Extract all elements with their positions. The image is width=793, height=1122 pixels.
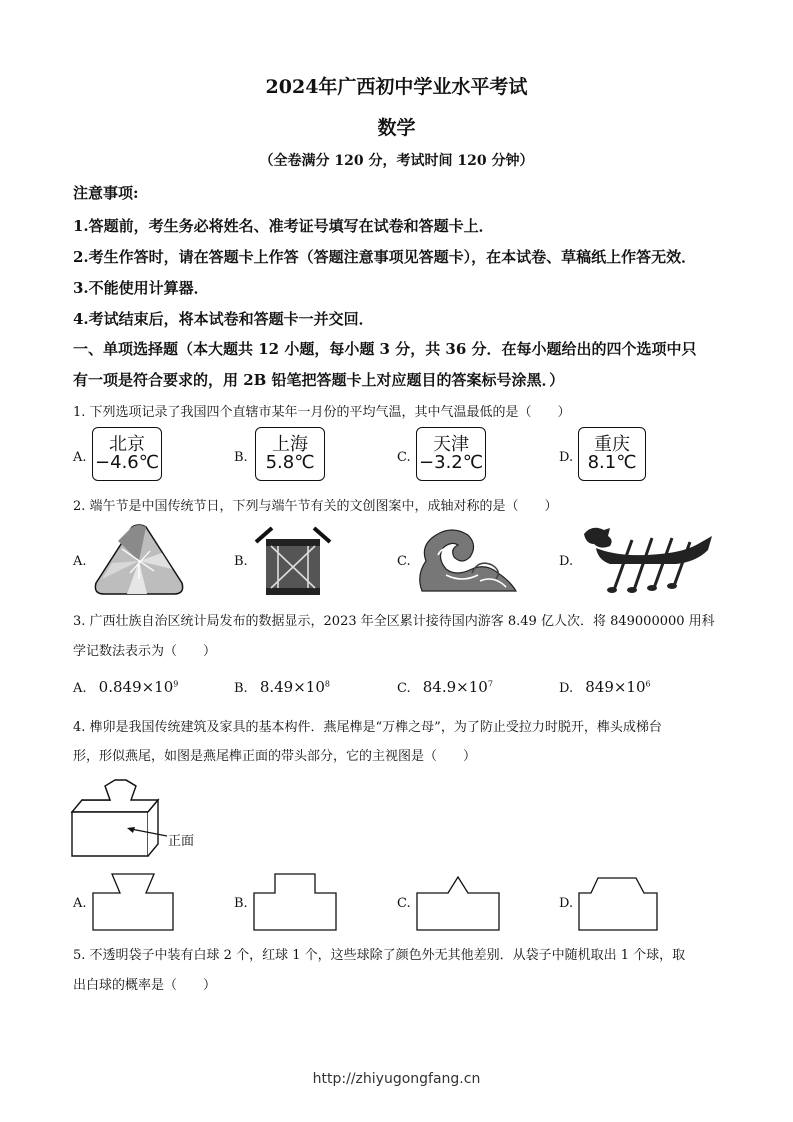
view-option-a-figure <box>92 873 174 931</box>
q1-option-b-card <box>255 427 325 481</box>
q1-option-letter: A. <box>73 450 87 465</box>
question-3-line2: 学记数法表示为（ ） <box>73 644 217 659</box>
notice-item: 1.答题前，考生务必将姓名、准考证号填写在试卷和答题卡上． <box>73 217 494 235</box>
option-exponent: 7 <box>487 679 493 689</box>
section-heading-line2: 有一项是符合要求的，用 2B 铅笔把答题卡上对应题目的答案标号涂黑．） <box>73 371 565 389</box>
question-4-line2: 形，形似燕尾，如图是燕尾榫正面的带头部分，它的主视图是（ ） <box>73 749 477 764</box>
option-exponent: 6 <box>645 679 651 689</box>
question-1-text: 1. 下列选项记录了我国四个直辖市某年一月份的平均气温，其中气温最低的是（ ） <box>73 405 571 420</box>
front-label: 正面 <box>168 834 195 849</box>
q2-option-letter: D. <box>559 554 574 569</box>
view-option-c-figure <box>416 873 500 931</box>
q4-option-letter: B. <box>234 896 248 911</box>
dragon-boat-icon <box>580 524 714 596</box>
city-name: 天津 <box>433 434 469 455</box>
q1-option-c-card <box>416 427 486 481</box>
q4-option-letter: C. <box>397 896 411 911</box>
section-heading-line1: 一、单项选择题（本大题共 12 小题，每小题 3 分，共 36 分．在每小题给出的四个选项中只 <box>73 340 697 358</box>
q1-option-d-card <box>578 427 646 481</box>
option-value: 84.9×10 <box>422 678 488 696</box>
notice-heading: 注意事项: <box>73 184 139 202</box>
q1-option-a-card <box>92 427 162 481</box>
temperature: −3.2℃ <box>419 452 483 473</box>
dovetail-tenon-figure <box>70 778 170 860</box>
city-name: 上海 <box>272 434 308 455</box>
q2-option-letter: C. <box>397 554 411 569</box>
temperature: −4.6℃ <box>95 452 159 473</box>
subject-title: 数学 <box>377 117 416 139</box>
city-name: 北京 <box>109 434 145 455</box>
view-option-d-figure <box>578 873 658 931</box>
arrow-icon <box>125 824 167 840</box>
city-name: 重庆 <box>594 434 630 455</box>
option-letter: B. <box>234 681 248 696</box>
dragon-drum-icon <box>254 526 332 598</box>
q3-option-d <box>559 678 651 696</box>
footer-url: http://zhiyugongfang.cn <box>312 1071 481 1087</box>
option-value: 8.49×10 <box>259 678 325 696</box>
q3-option-b <box>234 678 330 696</box>
q1-option-letter: B. <box>234 450 248 465</box>
view-option-b-figure <box>253 873 337 931</box>
option-exponent: 8 <box>324 679 330 689</box>
exam-note: （全卷满分 120 分，考试时间 120 分钟） <box>259 153 534 169</box>
notice-item: 4.考试结束后，将本试卷和答题卡一并交回． <box>73 310 374 328</box>
auspicious-cloud-icon <box>416 525 518 593</box>
option-letter: A. <box>73 681 87 696</box>
q3-option-a <box>73 678 178 696</box>
notice-item: 2.考生作答时，请在答题卡上作答（答题注意事项见答题卡），在本试卷、草稿纸上作答无效． <box>73 248 697 266</box>
temperature: 8.1℃ <box>587 452 637 473</box>
q2-option-letter: B. <box>234 554 248 569</box>
temperature: 5.8℃ <box>265 452 315 473</box>
exam-title: 2024年广西初中学业水平考试 <box>265 76 528 98</box>
option-exponent: 9 <box>173 679 179 689</box>
question-3-line1: 3. 广西壮族自治区统计局发布的数据显示，2023 年全区累计接待国内游客 8.49 亿人次．将 849000000 用科 <box>73 614 715 629</box>
q4-option-letter: A. <box>73 896 87 911</box>
q1-option-letter: C. <box>397 450 411 465</box>
q1-option-letter: D. <box>559 450 574 465</box>
option-value: 849×10 <box>585 678 646 696</box>
notice-item: 3.不能使用计算器． <box>73 279 209 297</box>
q2-option-letter: A. <box>73 554 87 569</box>
question-2-text: 2. 端午节是中国传统节日，下列与端午节有关的文创图案中，成轴对称的是（ ） <box>73 499 558 514</box>
option-letter: C. <box>397 681 411 696</box>
question-4-line1: 4. 榫卯是我国传统建筑及家具的基本构件．燕尾榫是“万榫之母”，为了防止受拉力时脱开，榫头成梯台 <box>73 720 662 735</box>
zongzi-icon <box>92 523 186 597</box>
option-value: 0.849×10 <box>98 678 174 696</box>
question-5-line2: 出白球的概率是（ ） <box>73 978 217 993</box>
q4-option-letter: D. <box>559 896 574 911</box>
question-5-line1: 5. 不透明袋子中装有白球 2 个，红球 1 个，这些球除了颜色外无其他差别．从袋子中随机取出 1 个球，取 <box>73 948 686 963</box>
option-letter: D. <box>559 681 574 696</box>
q3-option-c <box>397 678 493 696</box>
